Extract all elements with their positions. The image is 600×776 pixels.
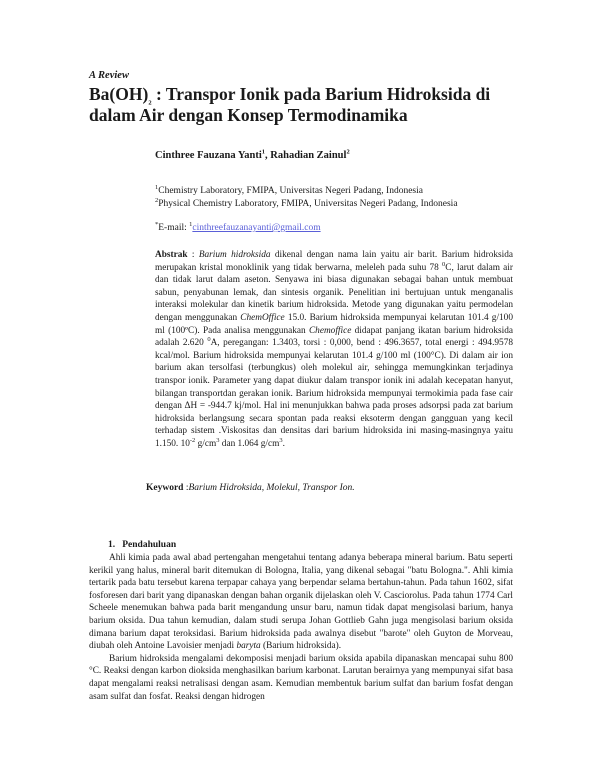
paragraph: Ahli kimia pada awal abad pertengahan mengetahui tentang adanya beberapa mineral barium. Batu seperti kerikil yang halus, mineral barit ditemukan di Bologna, Italia, yang dikenal sebagai "batu Bologna.". Ahli kimia tertarik pada batu tersebut karena terpapar cahaya yang berpendar selama bertahun-tahun. Pada tahun 1602, sifat fosforesen dari barit yang dipanaskan dengan bahan organik dijelaskan oleh V. Casciorolus. Pada tahun 1774 Carl Scheele menemukan bahwa pada barit mengandung unsur baru, namun tidak dapat mengisolasi barium, hanya barium oksida. Dua tahun kemudian, dalam studi serupa Johan Gottlieb Gahn juga mengisolasi barium oksida dimana barium dapat teroksidasi. Barium hidroksida pada awalnya disebut "barote" oleh Guyton de Morveau, diubah oleh Antoine Lavoisier menjadi baryta (Barium hidroksida). [89,553,513,652]
affiliation-line: $^1$Chemistry Laboratory, FMIPA, Universitas Negeri Padang, Indonesia [155,183,423,196]
abstract-heading: Abstrak [155,250,188,260]
email-link[interactable]: cinthreefauzanayanti@gmail.com [192,223,321,233]
abstract: Abstrak : Barium hidroksida dikenal dengan nama lain yaitu air barit. Barium hidroksida merupakan kristal monoklinik yang tidak berwarna, meleleh pada suhu 78 $^0$C, larut dalam air dan tidak larut dalam aseton. Senyawa ini biasa digunakan sebagai bahan untuk membuat sabun, penyabunan lemak, dan sintesis organik. Penelitian ini bertujuan untuk menganalis interaksi molekular dan kinetik barium hidroksida. Metode yang digunakan yaitu permodelan dengan menggunakan ChemOffice 15.0. Barium hidroksida mempunyai kelarutan 101.4 g/100 ml (100ºC). Pada analisa menggunakan Chemoffice didapat panjang ikatan barium hidroksida adalah 2.620 $^0$A, peregangan: 1.3403, torsi : 0,000, bend : 496.3657, total energi : 494.9578 kcal/mol. Barium hidroksida mempunyai kelarutan 101.4 g/100 ml (100°C). Di dalam air ion barium akan tersolfasi (terbungkus) oleh molekul air, sehingga memungkinkan terjadinya transpor ionik. Parameter yang dapat diukur dalam transpor ionik ini adalah kecepatan hanyut, bilangan transportdan gerakan ionik. Barium hidroksida mempunyai termokimia pada fase cair dengan ΔH = -944.7 kj/mol. Hal ini menunjukkan bahwa pada proses adsorpsi pada zat barium hidroksida berlangsung secara spontan pada reaksi eksoterm dengan gangguan yang kecil terhadap sistem .Viskositas dan densitas dari barium hidroksida ini masing-masingnya yaitu 1.150. $10^{-2}$ $g/cm^3$ dan 1.064 $g/cm^3$. [155,250,514,449]
author-list: Cinthree Fauzana Yanti$^1$, Rahadian Zainul$^2$ [155,148,350,161]
author-name: Rahadian Zainul [270,150,347,161]
email-line: *E-mail: $^1$cinthreefauzanayanti@gmail.com [155,220,321,233]
section-heading: 1. Pendahuluan [108,540,177,550]
article-type-label: A Review [89,70,129,81]
affiliation-line: $^2$Physical Chemistry Laboratory, FMIPA, Universitas Negeri Padang, Indonesia [155,196,458,209]
paragraph: Barium hidroksida mengalami dekomposisi menjadi barium oksida apabila dipanaskan mencapai suhu 800 °C. Reaksi dengan karbon dioksida menghasilkan barium karbonat. Larutan berairnya yang mempunyai sifat basa dapat mengalami reaksi netralisasi dengan asam. Kemudian membentuk barium sulfat dan barium fosfat dengan asam sulfat dan fosfat. Reaksi dengan hidrogen [89,653,513,702]
affiliations [155,185,458,211]
body-text [89,552,513,703]
author-name: Cinthree Fauzana Yanti [155,150,262,161]
keywords: Keyword :Barium Hidroksida, Molekul, Transpor Ion. [146,483,355,493]
paper-title: $Ba(OH)_2$ : Transpor Ionik pada Barium Hidroksida di dalam Air dengan Konsep Termodinamika [89,84,491,125]
